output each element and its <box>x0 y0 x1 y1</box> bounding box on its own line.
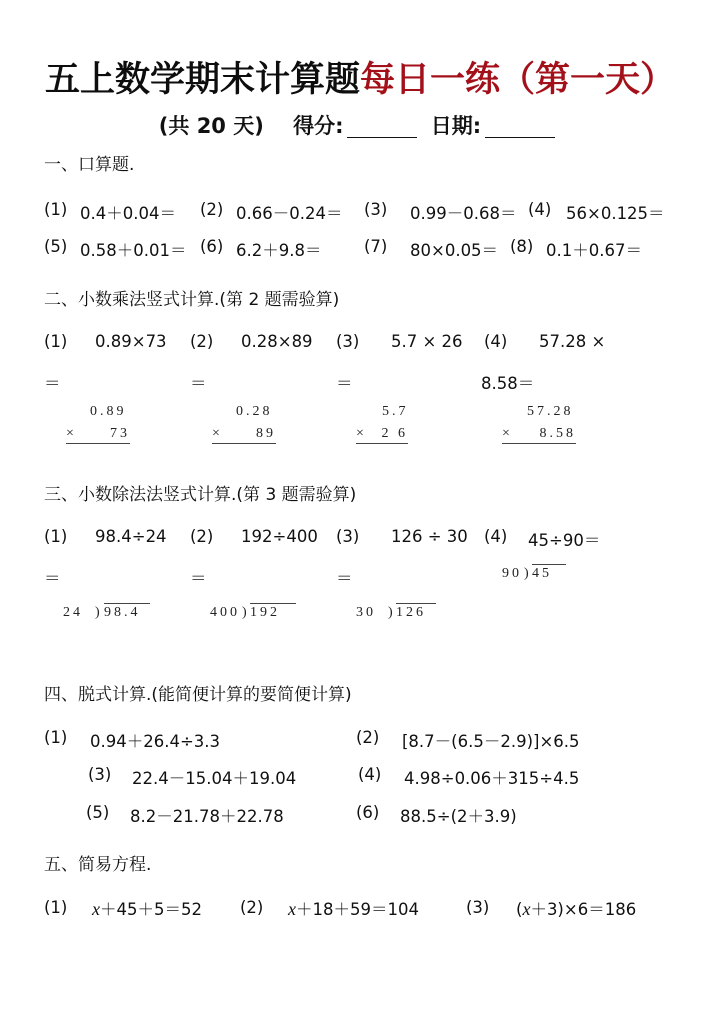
division-bracket: ) <box>242 605 250 620</box>
section1-heading: 一、口算题. <box>44 155 135 175</box>
item-no: (1) <box>44 728 68 747</box>
item-expr: 0.28×89 <box>241 332 313 351</box>
item-expr: 0.66－0.24＝ <box>236 204 343 223</box>
item-eq: ＝ <box>336 374 353 393</box>
item-expr: 4.98÷0.06＋315÷4.5 <box>404 769 580 788</box>
equation <box>92 896 202 920</box>
item-no: (3) <box>336 332 360 351</box>
item-eq: ＝ <box>336 569 353 588</box>
equation <box>516 896 636 920</box>
item-expr: 6.2＋9.8＝ <box>236 241 322 260</box>
mult-bottom: 73 <box>110 426 130 441</box>
item-eq: ＝ <box>190 569 207 588</box>
dividend: 126 <box>396 603 436 621</box>
variable-x: x <box>92 899 100 919</box>
item-no: (6) <box>200 237 224 256</box>
item-expr: 0.1＋0.67＝ <box>546 241 642 260</box>
item-expr: 45÷90＝ <box>528 531 601 550</box>
item-expr: 0.89×73 <box>95 332 167 351</box>
item-no: (1) <box>44 332 68 351</box>
item-expr: 56×0.125＝ <box>566 204 665 223</box>
item-no: (2) <box>190 332 214 351</box>
times-sign: × <box>356 426 367 441</box>
item-no: (3) <box>466 898 490 917</box>
item-no: (2) <box>190 527 214 546</box>
divisor: 90 <box>502 566 522 581</box>
eq-rest: ＋45＋5＝52 <box>100 900 202 919</box>
item-expr: 0.4＋0.04＝ <box>80 204 176 223</box>
date-blank[interactable] <box>485 117 555 138</box>
item-no: (3) <box>88 765 112 784</box>
item-no: (1) <box>44 200 68 219</box>
item-expr: 0.94＋26.4÷3.3 <box>90 732 221 751</box>
divisor: 400 <box>210 605 240 620</box>
equation <box>288 896 419 920</box>
dividend: 192 <box>250 603 296 621</box>
date-label: 日期: <box>430 114 482 138</box>
item-expr: [8.7－(6.5－2.9)]×6.5 <box>402 732 580 751</box>
item-no: (4) <box>528 200 552 219</box>
item-expr: 57.28 × <box>539 332 606 351</box>
item-no: (7) <box>364 237 388 256</box>
item-expr: 126 ÷ 30 <box>391 527 468 546</box>
item-expr: 88.5÷(2＋3.9) <box>400 807 517 826</box>
mult-bottom: 8.58 <box>539 426 576 441</box>
mult-top: 5.7 <box>382 404 409 419</box>
item-no: (8) <box>510 237 534 256</box>
item-eq: ＝ <box>190 374 207 393</box>
item-no: (2) <box>200 200 224 219</box>
mult-bottom: 2 6 <box>381 426 408 441</box>
item-expr: 192÷400 <box>241 527 318 546</box>
item-no: (5) <box>86 803 110 822</box>
item-no: (2) <box>240 898 264 917</box>
mult-top: 0.89 <box>90 404 127 419</box>
item-expr: 0.99－0.68＝ <box>410 204 517 223</box>
times-sign: × <box>66 426 77 441</box>
eq-rest: ＋18＋59＝104 <box>296 900 419 919</box>
item-eq: ＝ <box>44 374 61 393</box>
item-no: (4) <box>484 527 508 546</box>
mult-bottom-row <box>66 426 130 444</box>
mult-bottom: 89 <box>256 426 276 441</box>
item-no: (4) <box>358 765 382 784</box>
total-days: (共 20 天) <box>158 114 264 138</box>
item-eq: 8.58＝ <box>481 374 535 393</box>
item-no: (1) <box>44 898 68 917</box>
mult-bottom-row <box>502 426 576 444</box>
section5-heading: 五、简易方程. <box>44 855 152 875</box>
item-no: (4) <box>484 332 508 351</box>
variable-x: x <box>288 899 296 919</box>
division-bracket: ) <box>95 605 103 620</box>
item-no: (2) <box>356 728 380 747</box>
dividend: 45 <box>532 564 566 582</box>
divisor: 24 <box>63 605 83 620</box>
eq-pre: ( <box>516 900 523 919</box>
divisor: 30 <box>356 605 376 620</box>
item-no: (6) <box>356 803 380 822</box>
item-expr: 98.4÷24 <box>95 527 167 546</box>
item-expr: 22.4－15.04＋19.04 <box>132 769 297 788</box>
title-black: 五上数学期末计算题 <box>44 60 360 100</box>
score-blank[interactable] <box>347 117 417 138</box>
section2-heading: 二、小数乘法竖式计算.(第 2 题需验算) <box>44 290 340 310</box>
item-no: (5) <box>44 237 68 256</box>
page-title <box>0 52 720 102</box>
times-sign: × <box>212 426 223 441</box>
item-no: (1) <box>44 527 68 546</box>
mult-bottom-row <box>356 426 408 444</box>
item-expr: 0.58＋0.01＝ <box>80 241 187 260</box>
subtitle-row <box>0 110 720 140</box>
mult-top: 57.28 <box>527 404 574 419</box>
score-label: 得分: <box>293 114 344 138</box>
dividend: 98.4 <box>104 603 150 621</box>
item-no: (3) <box>364 200 388 219</box>
item-expr: 80×0.05＝ <box>410 241 499 260</box>
eq-rest: ＋3)×6＝186 <box>530 900 637 919</box>
mult-bottom-row <box>212 426 276 444</box>
division-bracket: ) <box>388 605 396 620</box>
division-bracket: ) <box>524 566 532 581</box>
item-eq: ＝ <box>44 569 61 588</box>
item-expr: 8.2－21.78＋22.78 <box>130 807 284 826</box>
times-sign: × <box>502 426 513 441</box>
item-expr: 5.7 × 26 <box>391 332 463 351</box>
section3-heading: 三、小数除法法竖式计算.(第 3 题需验算) <box>44 485 357 505</box>
variable-x: x <box>522 899 531 919</box>
mult-top: 0.28 <box>236 404 273 419</box>
item-no: (3) <box>336 527 360 546</box>
title-red: 每日一练（第一天） <box>360 60 676 100</box>
section4-heading: 四、脱式计算.(能简便计算的要简便计算) <box>44 685 352 705</box>
